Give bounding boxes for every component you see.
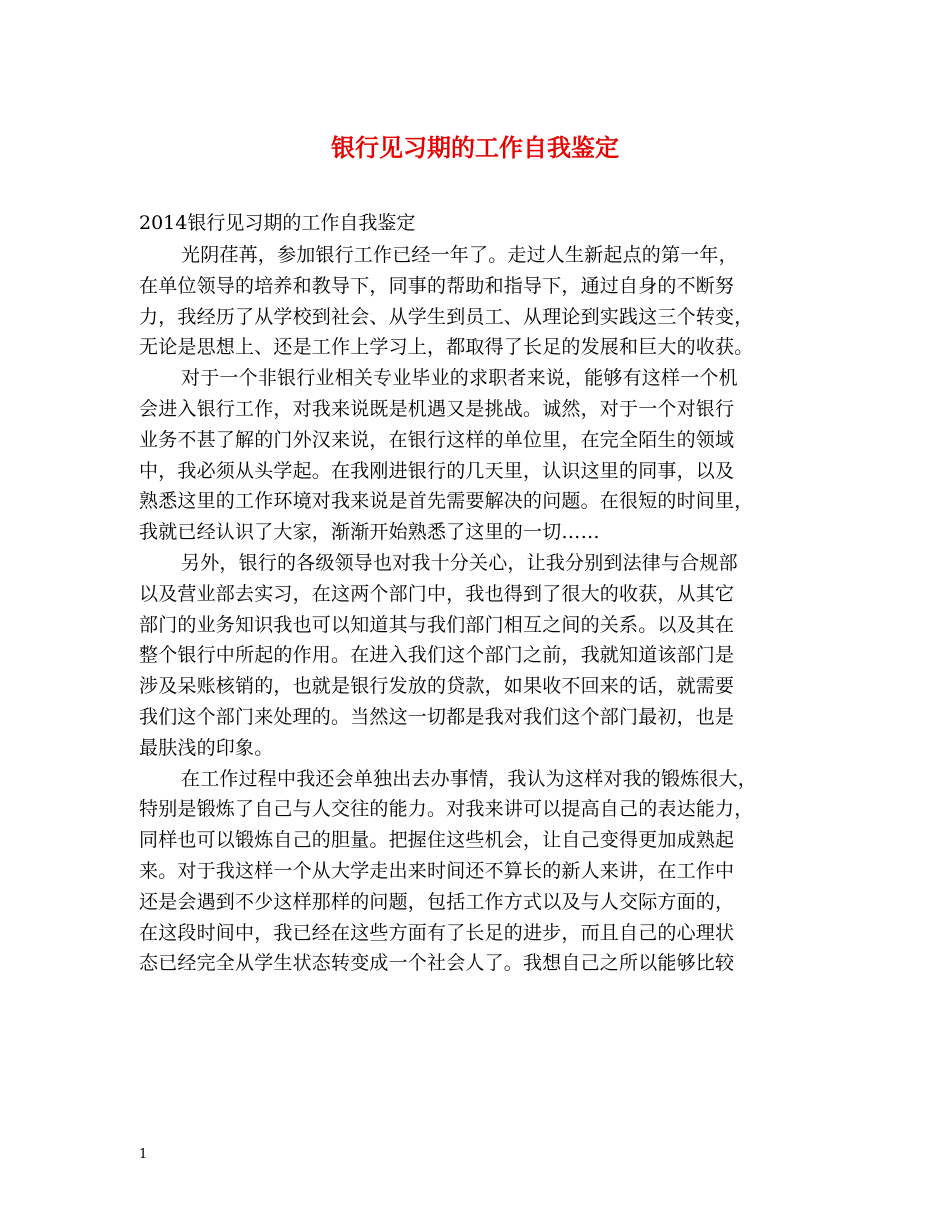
text-line: 我们这个部门来处理的。当然这一切都是我对我们这个部门最初，也是 [139,705,735,728]
text-line: 同样也可以锻炼自己的胆量。把握住这些机会，让自己变得更加成熟起 [139,829,735,852]
text-line: 特别是锻炼了自己与人交往的能力。对我来讲可以提高自己的表达能力， [139,798,754,821]
text-line: 光阴荏苒，参加银行工作已经一年了。走过人生新起点的第一年， [181,244,738,266]
text-line: 业务不甚了解的门外汉来说，在银行这样的单位里，在完全陌生的领域 [139,428,735,451]
text-line: 还是会遇到不少这样那样的问题，包括工作方式以及与人交际方面的， [139,890,735,913]
text-line: 我就已经认识了大家，渐渐开始熟悉了这里的一切…… [139,521,600,544]
text-line: 以及营业部去实习，在这两个部门中，我也得到了很大的收获，从其它 [139,582,735,605]
text-line: 最肤浅的印象。 [139,736,274,759]
page-number: 1 [139,1147,148,1162]
text-line: 来。对于我这样一个从大学走出来时间还不算长的新人来讲，在工作中 [139,859,735,882]
text-line: 涉及呆账核销的，也就是银行发放的贷款，如果收不回来的话，就需要 [139,675,735,698]
text-line: 中，我必须从头学起。在我刚进银行的几天里，认识这里的同事，以及 [139,459,735,482]
document-title: 银行见习期的工作自我鉴定 [331,133,619,162]
text-line: 在单位领导的培养和教导下，同事的帮助和指导下，通过自身的不断努 [139,274,735,297]
text-line: 在工作过程中我还会单独出去办事情，我认为这样对我的锻炼很大， [181,767,758,790]
text-line: 力，我经历了从学校到社会、从学生到员工、从理论到实践这三个转变， [139,305,754,328]
document-body [139,240,819,979]
text-line: 态已经完全从学生状态转变成一个社会人了。我想自己之所以能够比较 [139,952,735,975]
text-line: 对于一个非银行业相关专业毕业的求职者来说，能够有这样一个机 [181,367,738,390]
text-line: 在这段时间中，我已经在这些方面有了长足的进步，而且自己的心理状 [139,921,735,944]
text-line: 部门的业务知识我也可以知道其与我们部门相互之间的关系。以及其在 [139,613,735,636]
text-line: 会进入银行工作，对我来说既是机遇又是挑战。诚然，对于一个对银行 [139,397,735,420]
text-line: 熟悉这里的工作环境对我来说是首先需要解决的问题。在很短的时间里， [139,490,754,513]
text-line: 无论是思想上、还是工作上学习上，都取得了长足的发展和巨大的收获。 [139,336,754,359]
text-line: 整个银行中所起的作用。在进入我们这个部门之前，我就知道该部门是 [139,644,735,667]
text-line: 另外，银行的各级领导也对我十分关心，让我分别到法律与合规部 [181,551,738,574]
document-subtitle: 2014银行见习期的工作自我鉴定 [139,212,416,234]
